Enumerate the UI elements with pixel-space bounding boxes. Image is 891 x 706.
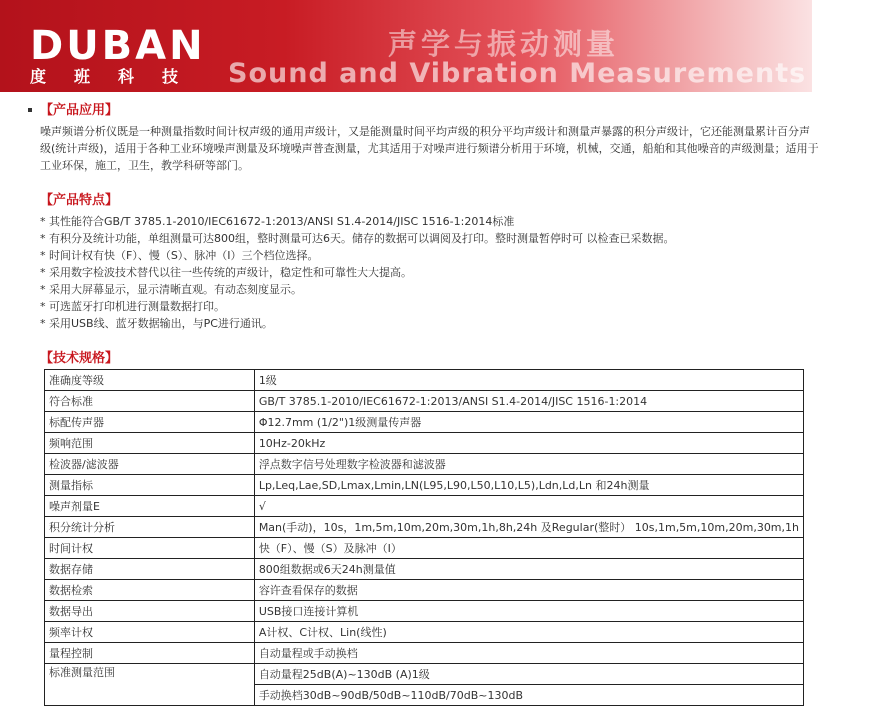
- spec-value: Man(手动)，10s，1m,5m,10m,20m,30m,1h,8h,24h 及Regular(整时） 10s,1m,5m,10m,20m,30m,1h: [254, 517, 803, 538]
- header-banner: [0, 0, 812, 92]
- table-row: [45, 601, 804, 622]
- table-row: [45, 454, 804, 475]
- feature-item: * 时间计权有快（F）、慢（S）、脉冲（I）三个档位选择。: [40, 249, 319, 262]
- feature-item: * 采用数字检波技术替代以往一些传统的声级计，稳定性和可靠性大大提高。: [40, 266, 412, 279]
- spec-value: Φ12.7mm (1/2")1级测量传声器: [254, 412, 803, 433]
- features-list: [40, 213, 820, 332]
- tagline-english: Sound and Vibration Measurements: [228, 58, 807, 89]
- spec-key: 频率计权: [45, 622, 255, 643]
- spec-key: 标准测量范围: [45, 664, 255, 706]
- table-row: [45, 664, 804, 685]
- feature-item: * 采用大屏幕显示，显示清晰直观。有动态刻度显示。: [40, 283, 302, 296]
- table-row: [45, 580, 804, 601]
- spec-value: 手动换档30dB~90dB/50dB~110dB/70dB~130dB: [254, 685, 803, 706]
- application-title: 【产品应用】: [40, 103, 119, 118]
- specs-section: [40, 349, 820, 706]
- spec-key: 数据存储: [45, 559, 255, 580]
- brand-subtitle: 度班科技: [30, 67, 207, 86]
- spec-value: A计权、C计权、Lin(线性): [254, 622, 803, 643]
- table-row: [45, 370, 804, 391]
- spec-value: 浮点数字信号处理数字检波器和滤波器: [254, 454, 803, 475]
- table-row: [45, 475, 804, 496]
- spec-key: 标配传声器: [45, 412, 255, 433]
- spec-value: 800组数据或6天24h测量值: [254, 559, 803, 580]
- spec-key: 测量指标: [45, 475, 255, 496]
- feature-item: * 可选蓝牙打印机进行测量数据打印。: [40, 300, 225, 313]
- feature-item: * 有积分及统计功能，单组测量可达800组，整时测量可达6天。储存的数据可以调阅及打印。整时测量暂停时可 以检查已采数据。: [40, 232, 675, 245]
- table-row: [45, 517, 804, 538]
- application-section: [40, 101, 820, 174]
- table-row: [45, 559, 804, 580]
- spec-key: 积分统计分析: [45, 517, 255, 538]
- spec-key: 准确度等级: [45, 370, 255, 391]
- spec-key: 数据检索: [45, 580, 255, 601]
- table-row: [45, 391, 804, 412]
- feature-item: * 采用USB线、蓝牙数据输出，与PC进行通讯。: [40, 317, 273, 330]
- spec-key: 量程控制: [45, 643, 255, 664]
- spec-key: 符合标准: [45, 391, 255, 412]
- specs-table: [44, 369, 804, 706]
- spec-value: 快（F）、慢（S）及脉冲（I）: [254, 538, 803, 559]
- spec-value: GB/T 3785.1-2010/IEC61672-1:2013/ANSI S1.4-2014/JISC 1516-1:2014: [254, 391, 803, 412]
- table-row: [45, 412, 804, 433]
- spec-value: √: [254, 496, 803, 517]
- spec-value: 自动量程25dB(A)~130dB (A)1级: [254, 664, 803, 685]
- features-section: [40, 191, 820, 332]
- bullet-icon: [28, 108, 32, 112]
- spec-value: 自动量程或手动换档: [254, 643, 803, 664]
- spec-key: 数据导出: [45, 601, 255, 622]
- spec-key: 时间计权: [45, 538, 255, 559]
- feature-item: * 其性能符合GB/T 3785.1-2010/IEC61672-1:2013/ANSI S1.4-2014/JISC 1516-1:2014标准: [40, 215, 515, 228]
- table-row: [45, 622, 804, 643]
- spec-value: 1级: [254, 370, 803, 391]
- spec-key: 噪声剂量E: [45, 496, 255, 517]
- specs-title: 【技术规格】: [40, 351, 119, 366]
- spec-key: 频响范围: [45, 433, 255, 454]
- spec-value: USB接口连接计算机: [254, 601, 803, 622]
- table-row: [45, 538, 804, 559]
- spec-key: 检波器/滤波器: [45, 454, 255, 475]
- application-text: 噪声频谱分析仪既是一种测量指数时间计权声级的通用声级计，又是能测量时间平均声级的积分平均声级计和测量声暴露的积分声级计，它还能测量累计百分声级(统计声级)，适用于各种工业环境噪声测量及环境噪声普查测量，尤其适用于对噪声进行频谱分析用于环境，机械，交通，船舶和其他噪音的声级测量；适用于工业环保，施工，卫生，教学科研等部门。: [40, 125, 819, 172]
- table-row: [45, 496, 804, 517]
- brand-logo: DUBAN: [30, 23, 206, 69]
- tagline-chinese: 声学与振动测量: [388, 27, 620, 61]
- features-title: 【产品特点】: [40, 193, 119, 208]
- spec-value: 容许查看保存的数据: [254, 580, 803, 601]
- spec-value: 10Hz-20kHz: [254, 433, 803, 454]
- product-content: [40, 101, 820, 706]
- spec-value: Lp,Leq,Lae,SD,Lmax,Lmin,LN(L95,L90,L50,L10,L5),Ldn,Ld,Ln 和24h测量: [254, 475, 803, 496]
- table-row: [45, 433, 804, 454]
- table-row: [45, 643, 804, 664]
